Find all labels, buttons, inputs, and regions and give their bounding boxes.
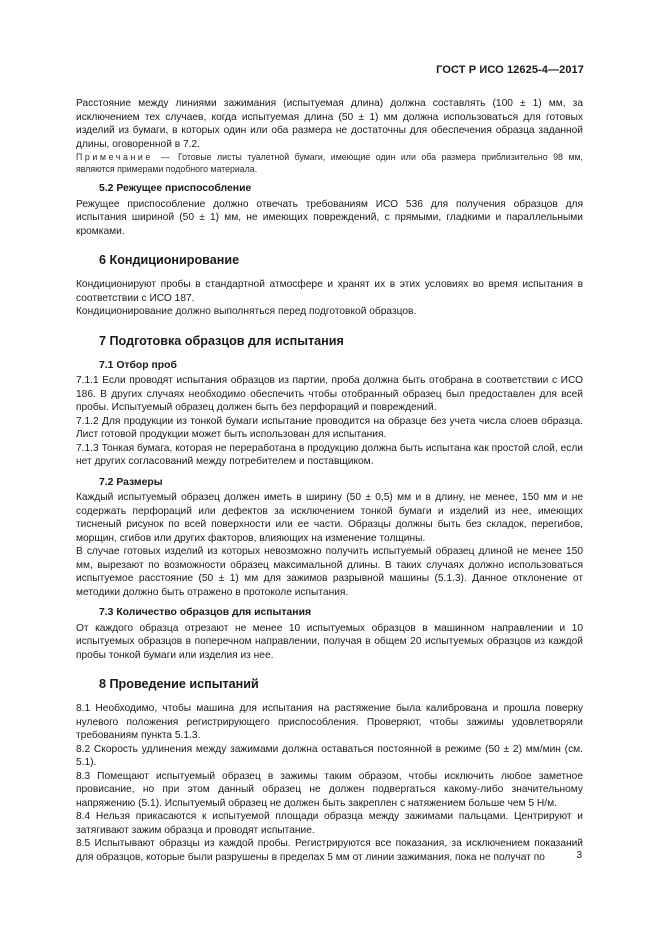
heading-8: 8 Проведение испытаний [99, 677, 259, 691]
paragraph-5-2: Режущее приспособление должно отвечать требованиям ИСО 536 для получения образцов для испытания шириной (50 ± 1) мм, не имеющих повреждений, с прямыми, гладкими и параллельными кромками. [76, 198, 583, 237]
paragraph-7-1-3: 7.1.3 Тонкая бумага, которая не переработана в продукцию должна быть испытана как простой слой, если нет других согласований между потребителем и поставщиком. [76, 442, 583, 467]
paragraph-6-1: Кондиционируют пробы в стандартной атмосфере и хранят их в этих условиях во время испытания в соответствии с ИСО 187. [76, 279, 583, 304]
note-label: Примечание — [76, 152, 173, 162]
paragraph-7-1-1: 7.1.1 Если проводят испытания образцов из партии, проба должна быть отобрана в соответствии с ИСО 186. В других случаях необходимо обеспечить чтобы отобранный образец был предоставлен для всей пробы. Испытуемый образец должен быть без перфораций и повреждений. [76, 375, 583, 413]
paragraph-6-2: Кондиционирование должно выполняться перед подготовкой образцов. [76, 306, 417, 317]
heading-6: 6 Кондиционирование [99, 253, 240, 267]
paragraph-8-3: 8.3 Помещают испытуемый образец в зажимы таким образом, чтобы исключить любое заметное провисание, но при этом данный образец не должен подвергаться какому-либо значительному напряжению (5.1). Испытуемый образец не должен быть закреплен с натяжением больше чем 5 Н/м. [76, 770, 583, 809]
document-code: ГОСТ Р ИСО 12625-4—2017 [436, 64, 584, 76]
paragraph-8-5: 8.5 Испытывают образцы из каждой пробы. Регистрируются все показания, за исключением показаний для образцов, которые были разрушены в пределах 5 мм от линии зажимания, пока не получат по [76, 838, 583, 863]
heading-7-3: 7.3 Количество образцов для испытания [99, 607, 312, 618]
paragraph-clamp-distance: Расстояние между линиями зажимания (испытуемая длина) должна составлять (100 ± 1) мм, за исключением тех случаев, когда испытуемая длина (50 ± 1) мм должна использоваться для готовых изделий из бумаги, в которых один или оба размера не достаточны для обеспечения образца заданной длины, оговоренной в 7.2. [76, 98, 583, 150]
paragraph-8-2: 8.2 Скорость удлинения между зажимами должна оставаться постоянной в режиме (50 ± 2) мм/мин (см. 5.1). [76, 743, 583, 768]
heading-5-2: 5.2 Режущее приспособление [99, 183, 252, 194]
paragraph-7-2-b: В случае готовых изделий из которых невозможно получить испытуемый образец длиной не менее 150 мм, вырезают по возможности образец максимальной длины. В таких случаях должно использоваться испытуемое расстояние (50 ± 1) мм для зажимов разрывной машины (5.1.3). Данное отклонение от методики должно быть отражено в протоколе испытания. [76, 546, 583, 598]
paragraph-7-1-2: 7.1.2 Для продукции из тонкой бумаги испытание проводится на образце без учета числа слоев образца. Лист готовой продукции может быть использован для испытания. [76, 415, 583, 440]
paragraph-8-4: 8.4 Нельзя прикасаются к испытуемой площади образца между зажимами пальцами. Центрируют и затягивают зажим образца и проводят испытание. [76, 811, 583, 836]
heading-7-2: 7.2 Размеры [99, 476, 163, 488]
page-content [76, 97, 583, 864]
paragraph-7-2-a: Каждый испытуемый образец должен иметь в ширину (50 ± 0,5) мм и в длину, не менее, 150 мм и не содержать перфораций или дефектов за исключением тонкой бумаги и изделий из нее, имеющих тисненый рисунок по всей поверхности или ее части. Образцы должны быть без складок, перегибов, морщин, сгибов или других факторов, влияющих на изменение толщины. [76, 492, 583, 544]
paragraph-7-3: От каждого образца отрезают не менее 10 испытуемых образцов в машинном направлении и 10 испытуемых образцов в поперечном направлении, получая в общем 20 испытуемых образцов из каждой пробы тонкой бумаги или изделия из нее. [76, 622, 583, 661]
paragraph-8-1: 8.1 Необходимо, чтобы машина для испытания на растяжение была калибрована и прошла поверку нулевого положения регистрирующего приспособления. Проверяют, чтобы зажимы удовлетворяли требованиям пункта 5.1.3. [76, 703, 583, 741]
heading-7: 7 Подготовка образцов для испытания [99, 333, 344, 348]
note-text: Готовые листы туалетной бумаги, имеющие один или оба размера приблизительно 98 мм, являются примерами подобного материала. [76, 152, 583, 174]
note [76, 151, 583, 175]
heading-7-1: 7.1 Отбор проб [99, 359, 177, 371]
page-number: 3 [576, 850, 582, 861]
